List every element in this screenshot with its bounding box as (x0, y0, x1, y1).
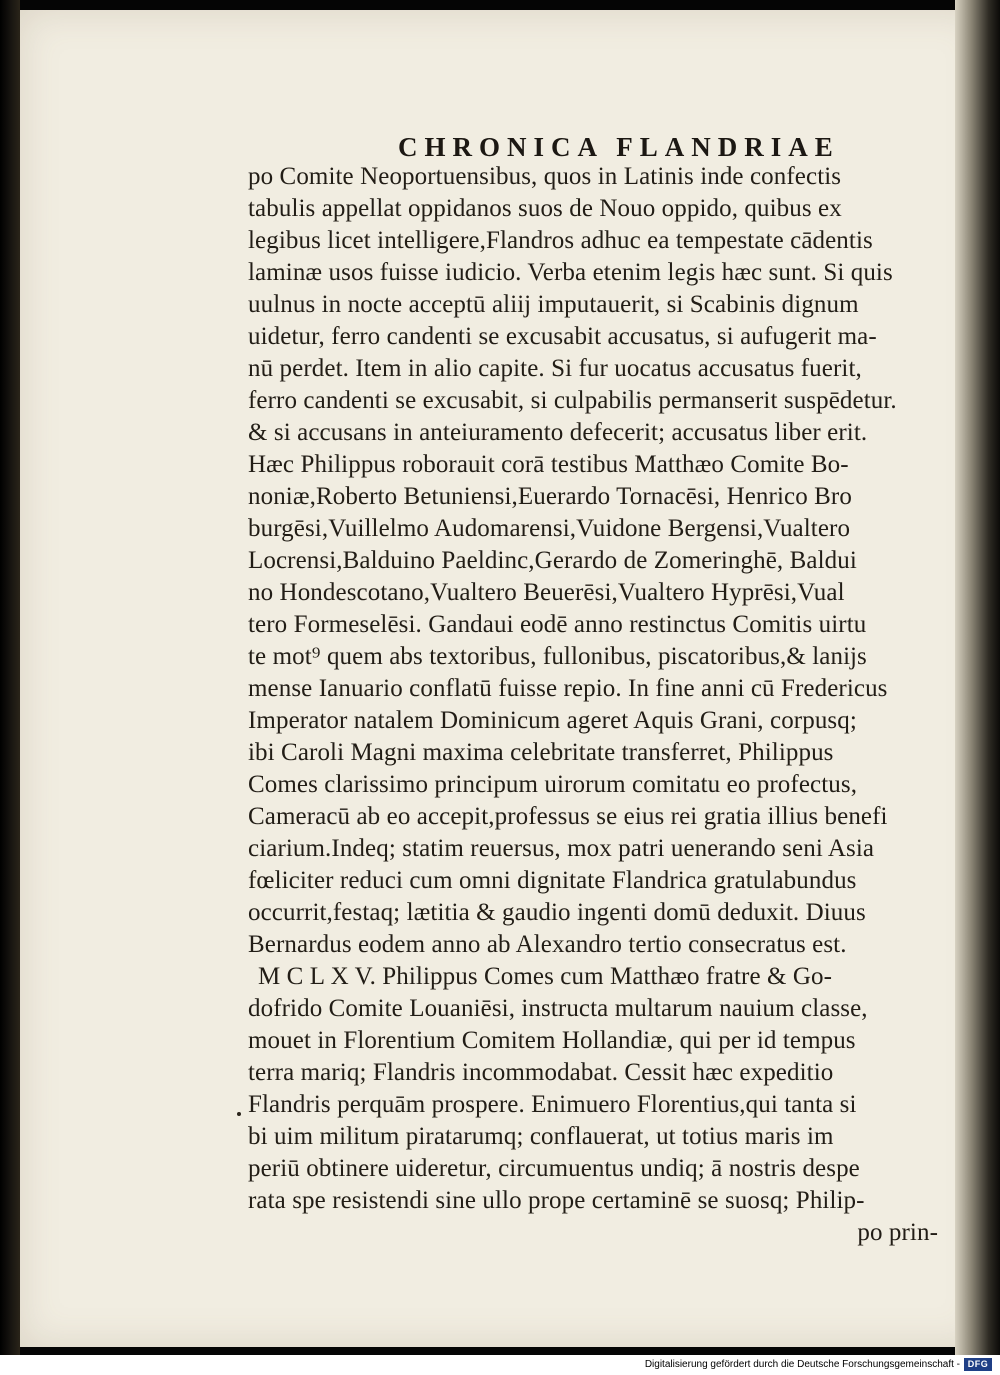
text-line: tero Formeselēsi. Gandaui eodē anno restinctus Comitis uirtu (248, 611, 867, 638)
text-line: ferro candenti se excusabit, si culpabilis permanserit suspēdetur. (248, 387, 897, 414)
text-line: occurrit,festaq; lætitia & gaudio ingenti domū deduxit. Diuus (248, 899, 866, 926)
text-line: Locrensi,Balduino Paeldinc,Gerardo de Zomeringhē, Baldui (248, 547, 857, 574)
text-line: periū obtinere uideretur, circumuentus undiq; ā nostris despe (248, 1155, 860, 1182)
text-line: mense Ianuario conflatū fuisse repio. In fine anni cū Fredericus (248, 675, 888, 702)
text-line: Imperator natalem Dominicum ageret Aquis Grani, corpusq; (248, 707, 857, 734)
text-line: laminæ usos fuisse iudicio. Verba etenim legis hæc sunt. Si quis (248, 259, 893, 286)
text-line: dofrido Comite Louaniēsi, instructa multarum nauium classe, (248, 995, 868, 1022)
text-line: legibus licet intelligere,Flandros adhuc ea tempestate cādentis (248, 227, 873, 254)
text-line: no Hondescotano,Vualtero Beuerēsi,Vualtero Hyprēsi,Vual (248, 579, 845, 606)
text-line: Comes clarissimo principum uirorum comitatu eo profectus, (248, 771, 858, 798)
text-line: uulnus in nocte acceptū aliĳ imputauerit, si Scabinis dignum (248, 291, 859, 318)
text-line: rata spe resistendi sine ullo prope certaminē se suosq; Philip- (248, 1187, 865, 1214)
scanner-edge (0, 0, 20, 1355)
paragraph-start-line: M C L X V. Philippus Comes cum Matthæo fratre & Go- (258, 963, 833, 990)
text-line: fœliciter reduci cum omni dignitate Flandrica gratulabundus (248, 867, 857, 894)
text-line: burgēsi,Vuillelmo Audomarensi,Vuidone Bergensi,Vualtero (248, 515, 851, 542)
binding-shadow (955, 0, 1000, 1355)
catchword: po prin- (857, 1219, 938, 1246)
text-line: Hæc Philippus roborauit corā testibus Matthæo Comite Bo- (248, 451, 849, 478)
text-line: noniæ,Roberto Betuniensi,Euerardo Tornacēsi, Henrico Bro (248, 483, 852, 510)
text-line: nū perdet. Item in alio capite. Si fur uocatus accusatus fuerit, (248, 355, 862, 382)
text-line: uidetur, ferro candenti se excusabit accusatus, si aufugerit ma- (248, 323, 877, 350)
text-line: te mot⁹ quem abs textoribus, fullonibus, piscatoribus,& lanĳs (248, 643, 867, 670)
text-line: Cameracū ab eo accepit,professus se eius rei gratia illius benefi (248, 803, 888, 830)
running-head: CHRONICA FLANDRIAE (398, 132, 840, 162)
text-line: bi uim militum piratarumq; conflauerat, ut totius maris im (248, 1123, 834, 1150)
margin-mark (237, 1112, 241, 1116)
text-line: & si accusans in anteiuramento defecerit; accusatus liber erit. (248, 419, 868, 446)
text-line: ibi Caroli Magni maxima celebritate transferret, Philippus (248, 739, 834, 766)
text-line: Bernardus eodem anno ab Alexandro tertio consecratus est. (248, 931, 847, 958)
text-line: Flandris perquām prospere. Enimuero Florentius,qui tanta si (248, 1091, 857, 1118)
funding-credit: Digitalisierung gefördert durch die Deutsche Forschungsgemeinschaft - (644, 1359, 960, 1370)
text-line: terra mariq; Flandris incommodabat. Cessit hæc expeditio (248, 1059, 834, 1086)
text-line: po Comite Neoportuensibus, quos in Latinis inde confectis (248, 163, 842, 190)
dfg-logo-icon[interactable]: DFG (964, 1358, 992, 1371)
text-line: tabulis appellat oppidanos suos de Nouo oppido, quibus ex (248, 195, 842, 222)
text-line: ciarium.Indeq; statim reuersus, mox patri uenerando seni Asia (248, 835, 875, 862)
text-line: mouet in Florentium Comitem Hollandiæ, qui per id tempus (248, 1027, 856, 1054)
text-block (248, 161, 950, 1249)
